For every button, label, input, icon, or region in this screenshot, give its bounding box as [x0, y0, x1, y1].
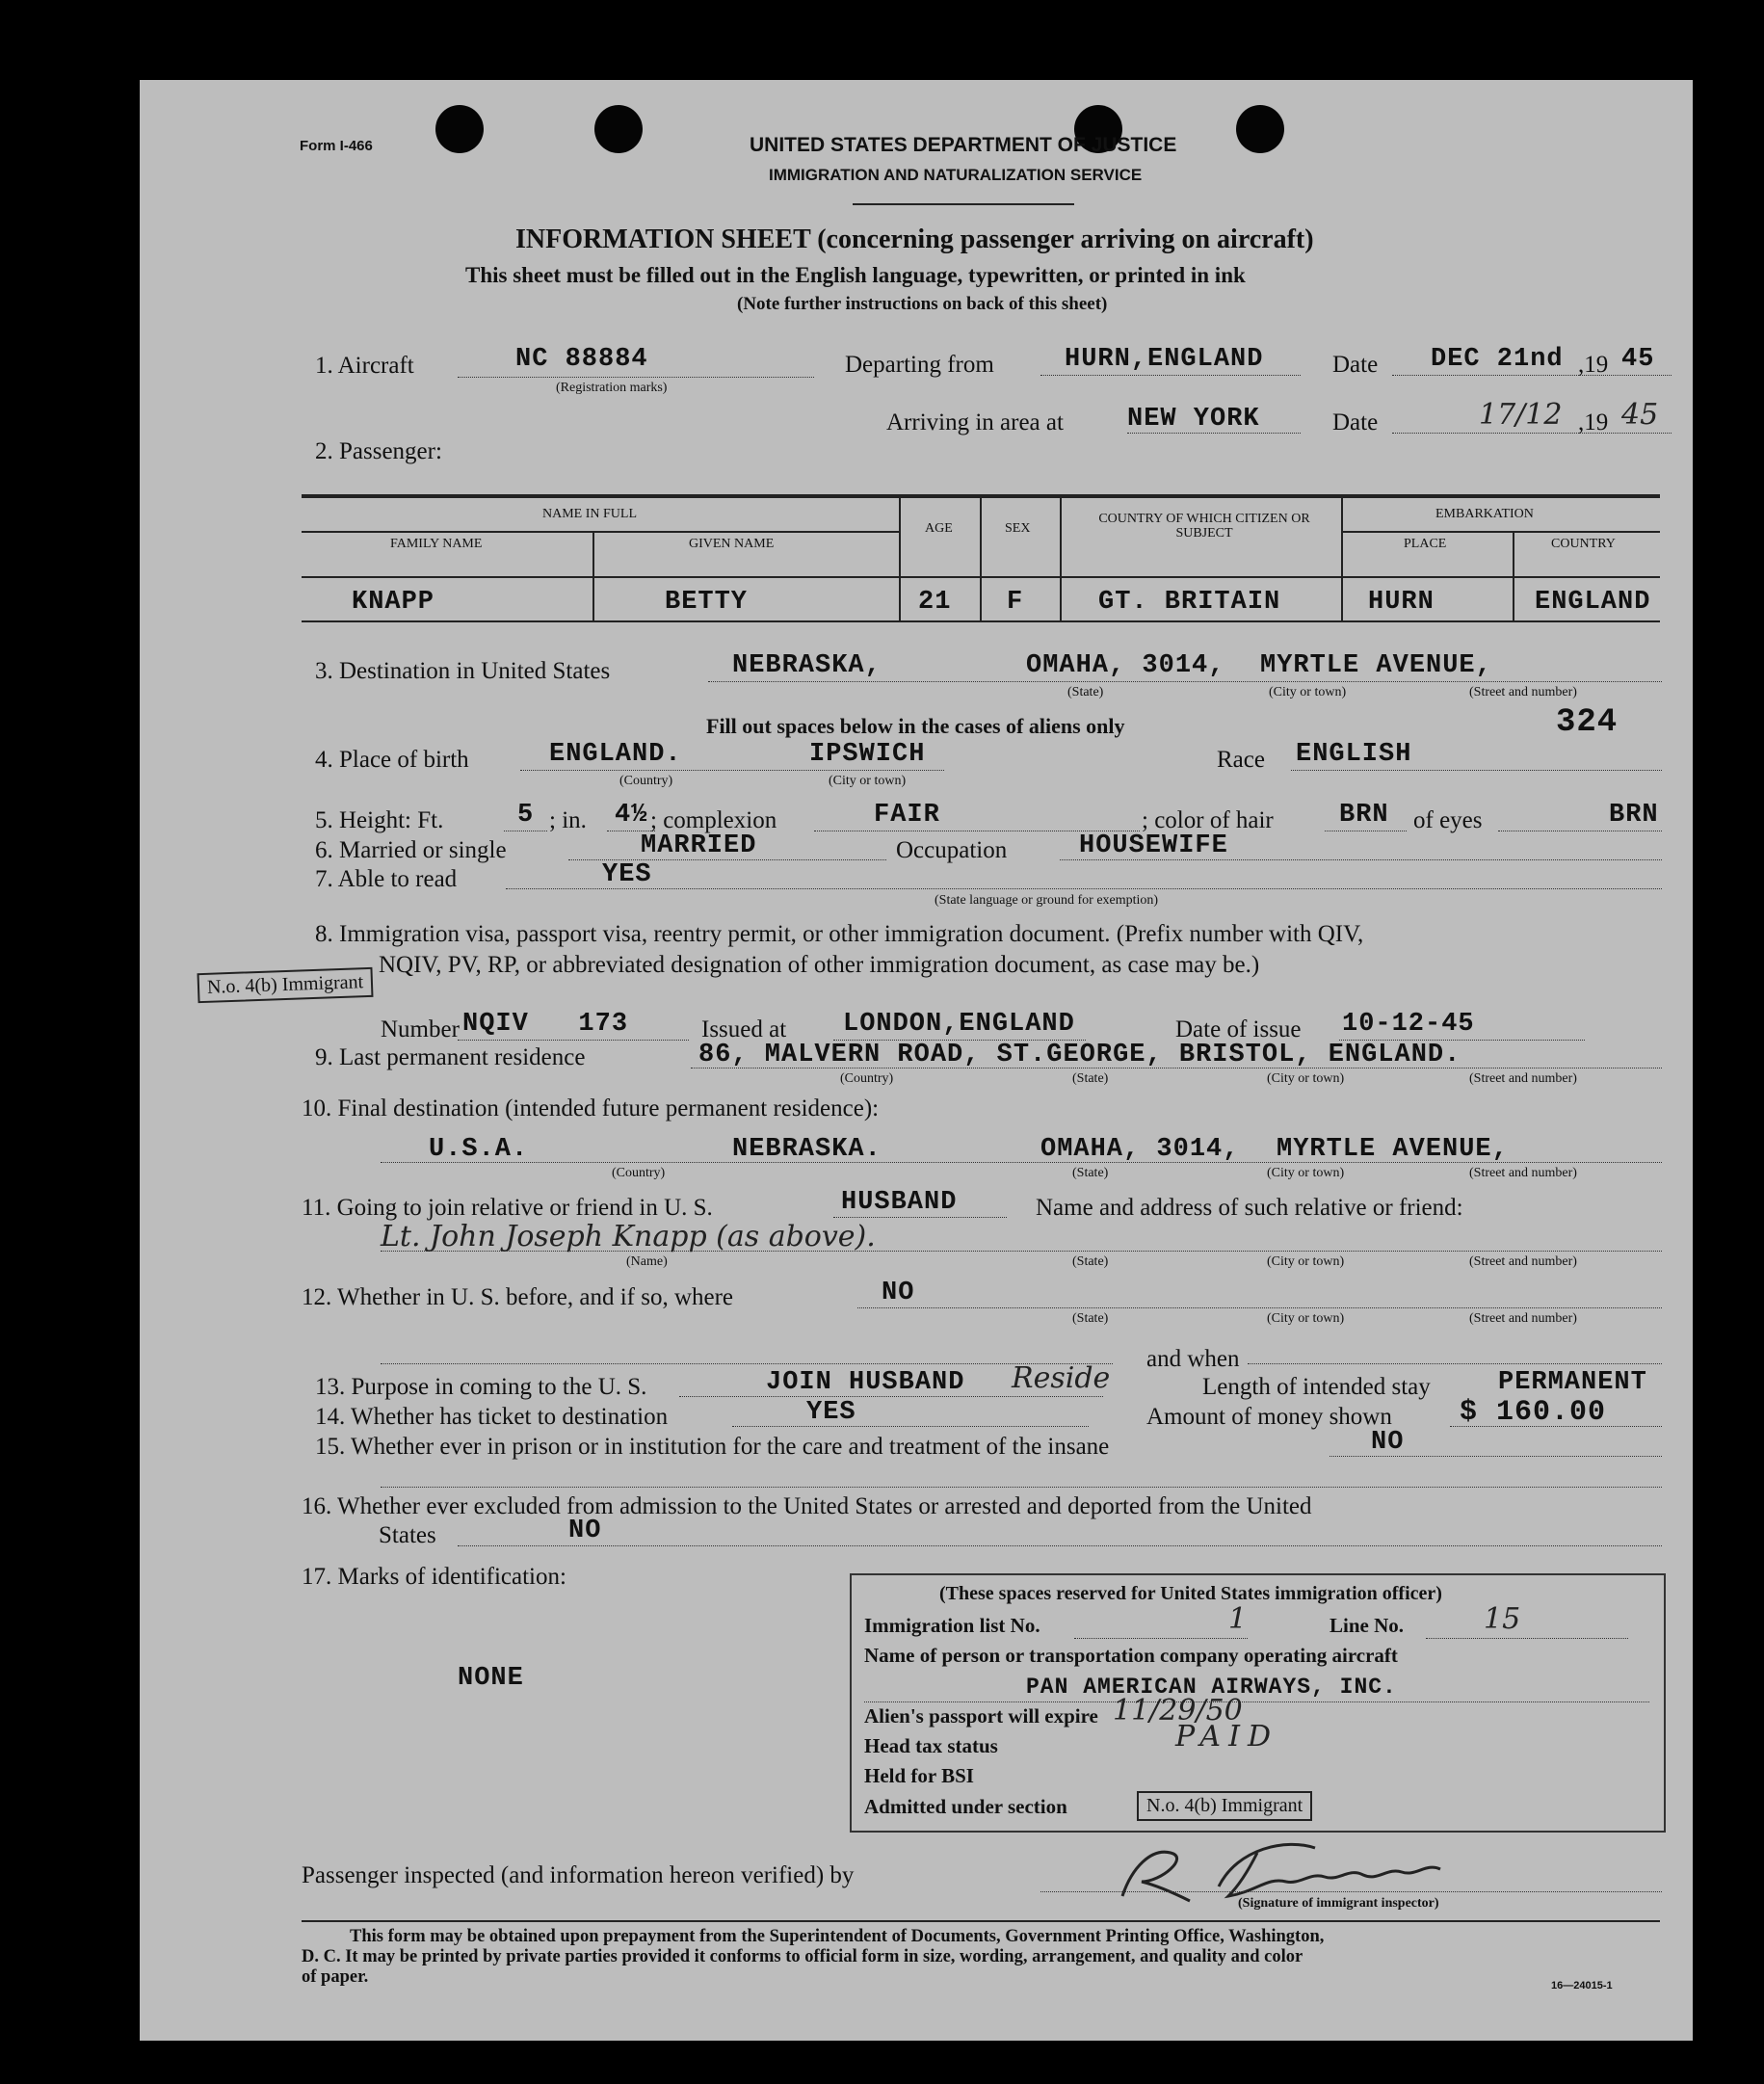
date2-line — [1392, 433, 1672, 434]
document-text1: 8. Immigration visa, passport visa, reentry permit, or other immigration document. (Prefix number with QIV, — [315, 921, 1364, 947]
before-label: 12. Whether in U. S. before, and if so, where — [302, 1284, 734, 1310]
final-country: U.S.A. — [429, 1135, 529, 1164]
excluded-text1: 16. Whether ever excluded from admission to the United States or arrested and deported from the United — [302, 1493, 1312, 1519]
final-line — [381, 1162, 1662, 1163]
cap-res-state: (State) — [1072, 1071, 1109, 1086]
instruction-note: (Note further instructions on back of this sheet) — [737, 294, 1108, 314]
visa-number: NQIV 173 — [462, 1010, 629, 1039]
eyes-label: of eyes — [1413, 807, 1483, 833]
given-name-value: BETTY — [665, 588, 749, 617]
birth-city: IPSWICH — [809, 740, 926, 769]
inspector-signature — [1093, 1829, 1498, 1906]
number-line — [458, 1040, 689, 1041]
departure-date: DEC 21nd — [1431, 345, 1564, 374]
destination-label: 3. Destination in United States — [315, 658, 611, 684]
and-when-line — [1248, 1363, 1662, 1364]
purpose-handwritten: Reside — [1012, 1361, 1111, 1395]
occupation-line — [1060, 859, 1662, 860]
race-value: ENGLISH — [1296, 740, 1412, 769]
cap-before-city: (City or town) — [1267, 1311, 1345, 1326]
expire-value: 11/29/50 — [1113, 1694, 1243, 1728]
header-rule — [853, 203, 1074, 205]
table-col-div — [1513, 531, 1514, 620]
relative-name-handwritten: Lt. John Joseph Knapp (as above). — [381, 1220, 876, 1253]
ticket-label: 14. Whether has ticket to destination — [315, 1404, 669, 1430]
instruction-line: This sheet must be filled out in the English language, typewritten, or printed in ink — [465, 263, 1246, 287]
form-number: Form I-466 — [300, 138, 373, 154]
cap-birth-city: (City or town) — [829, 774, 907, 788]
birthplace-line — [520, 770, 944, 771]
punch-hole — [1236, 105, 1284, 153]
residence-label: 9. Last permanent residence — [315, 1044, 586, 1070]
departing-label: Departing from — [845, 352, 994, 378]
race-line — [1291, 770, 1662, 771]
tax-label: Head tax status — [864, 1734, 998, 1757]
tax-value: PAID — [1175, 1720, 1278, 1754]
date-label: Date — [1332, 352, 1379, 378]
final-destination-label: 10. Final destination (intended future permanent residence): — [302, 1095, 880, 1121]
immigrant-stamp: N.o. 4(b) Immigrant — [197, 967, 374, 1003]
footer-text2: D. C. It may be printed by private parties provided it conforms to official form in size, wording, arrangement, and quality and color — [302, 1947, 1303, 1966]
bsi-label: Held for BSI — [864, 1764, 974, 1787]
read-line — [506, 888, 1662, 889]
length-label: Length of intended stay — [1202, 1374, 1431, 1400]
citizen-value: GT. BRITAIN — [1098, 588, 1281, 617]
residence-value: 86, MALVERN ROAD, ST.GEORGE, BRISTOL, ENGLAND. — [698, 1041, 1461, 1069]
table-col-div — [1060, 496, 1062, 620]
departure-year: 45 — [1621, 345, 1655, 374]
length-value: PERMANENT — [1498, 1368, 1647, 1397]
aircraft-label: 1. Aircraft — [315, 353, 414, 379]
marks-value: NONE — [458, 1664, 524, 1693]
cap-final-city: (City or town) — [1267, 1166, 1345, 1180]
document-text2: NQIV, PV, RP, or abbreviated designation of other immigration document, as case may be.) — [379, 952, 1260, 978]
name-sub-rule — [302, 531, 899, 533]
year-prefix: ,19 — [1578, 352, 1609, 378]
hair-value: BRN — [1339, 801, 1389, 830]
cap-birth-country: (Country) — [619, 774, 673, 788]
complexion-value: FAIR — [874, 801, 940, 830]
excluded-value: NO — [568, 1517, 602, 1545]
th-sex: SEX — [1005, 521, 1031, 536]
cap-res-country: (Country) — [840, 1071, 894, 1086]
purpose-line — [679, 1396, 1103, 1397]
cap-state: (State) — [1067, 685, 1104, 699]
department-name: UNITED STATES DEPARTMENT OF JUSTICE — [750, 134, 1177, 156]
officer-box-title: (These spaces reserved for United States immigration officer) — [939, 1583, 1442, 1604]
before-value: NO — [882, 1279, 915, 1307]
list-no-value: 1 — [1228, 1602, 1248, 1636]
issued-value: LONDON,ENGLAND — [843, 1010, 1075, 1039]
punch-hole — [594, 105, 643, 153]
arrival-year: 45 — [1621, 398, 1659, 432]
destination-street: MYRTLE AVENUE, — [1260, 651, 1492, 680]
cap-city: (City or town) — [1269, 685, 1347, 699]
marks-label: 17. Marks of identification: — [302, 1564, 566, 1590]
th-age: AGE — [925, 521, 953, 536]
th-citizen: COUNTRY OF WHICH CITIZEN OR SUBJECT — [1098, 512, 1310, 541]
cap-final-street: (Street and number) — [1469, 1166, 1577, 1180]
th-place: PLACE — [1404, 537, 1447, 551]
read-caption: (State language or ground for exemption) — [935, 893, 1159, 908]
race-label: Race — [1217, 747, 1265, 773]
page-title: INFORMATION SHEET (concerning passenger arriving on aircraft) — [515, 224, 1314, 254]
cap-res-street: (Street and number) — [1469, 1071, 1577, 1086]
occupation-label: Occupation — [896, 837, 1008, 863]
purpose-label: 13. Purpose in coming to the U. S. — [315, 1374, 647, 1400]
height-in-label: ; in. — [549, 807, 587, 833]
arrival-date-handwritten: 17/12 — [1479, 398, 1563, 432]
year2-prefix: ,19 — [1578, 409, 1609, 435]
footer-rule — [302, 1920, 1660, 1922]
expire-label: Alien's passport will expire — [864, 1704, 1098, 1728]
issue-date-value: 10-12-45 — [1342, 1010, 1475, 1039]
service-name: IMMIGRATION AND NATURALIZATION SERVICE — [769, 166, 1143, 184]
marital-label: 6. Married or single — [315, 837, 507, 863]
operator-label: Name of person or transportation company operating aircraft — [864, 1644, 1398, 1667]
marital-value: MARRIED — [641, 831, 757, 860]
number-label: Number — [381, 1016, 460, 1042]
destination-city: OMAHA, 3014, — [1026, 651, 1225, 680]
final-street: MYRTLE AVENUE, — [1277, 1135, 1509, 1164]
final-state: NEBRASKA. — [732, 1135, 882, 1164]
cap-before-street: (Street and number) — [1469, 1311, 1577, 1326]
table-col-div — [1341, 496, 1343, 620]
th-family-name: FAMILY NAME — [390, 537, 483, 551]
signature-line — [1040, 1891, 1662, 1892]
inspection-label: Passenger inspected (and information hereon verified) by — [302, 1862, 855, 1888]
issued-label: Issued at — [701, 1016, 787, 1042]
ticket-value: YES — [806, 1398, 856, 1427]
line-no-line — [1426, 1638, 1628, 1639]
cap-rel-state: (State) — [1072, 1254, 1109, 1269]
line-no-value: 15 — [1484, 1602, 1521, 1636]
departing-line — [1040, 375, 1301, 376]
age-value: 21 — [918, 588, 952, 617]
emb-country-value: ENGLAND — [1535, 588, 1651, 617]
destination-state: NEBRASKA, — [732, 651, 882, 680]
admitted-label: Admitted under section — [864, 1795, 1067, 1818]
admitted-stamp: N.o. 4(b) Immigrant — [1137, 1791, 1312, 1821]
money-value: $ 160.00 — [1460, 1396, 1607, 1429]
footer-text1: This form may be obtained upon prepayment from the Superintendent of Documents, Government Printing Office, Washington, — [350, 1927, 1325, 1946]
cap-rel-street: (Street and number) — [1469, 1254, 1577, 1269]
before-line2 — [381, 1363, 1113, 1364]
height-ft: 5 — [517, 801, 535, 830]
destination-line — [708, 681, 1662, 682]
complexion-label: ; complexion — [650, 807, 777, 833]
registration-caption: (Registration marks) — [556, 381, 668, 395]
th-country: COUNTRY — [1551, 537, 1616, 551]
relative-line — [381, 1251, 1662, 1252]
excluded-line — [458, 1545, 1662, 1546]
operator-value: PAN AMERICAN AIRWAYS, INC. — [1026, 1675, 1397, 1700]
sex-value: F — [1007, 588, 1024, 617]
footer-code: 16—24015-1 — [1551, 1980, 1613, 1992]
arriving-line — [1127, 433, 1301, 434]
cap-final-country: (Country) — [612, 1166, 666, 1180]
read-label: 7. Able to read — [315, 866, 458, 892]
th-given-name: GIVEN NAME — [689, 537, 775, 551]
signature-caption: (Signature of immigrant inspector) — [1238, 1896, 1439, 1911]
height-in: 4½ — [615, 801, 648, 830]
line-label: Line No. — [1330, 1614, 1405, 1637]
join-label: 11. Going to join relative or friend in U. S. — [302, 1195, 713, 1221]
cap-street: (Street and number) — [1469, 685, 1577, 699]
prison-line2 — [381, 1487, 1662, 1488]
departing-value: HURN,ENGLAND — [1065, 345, 1264, 374]
cap-rel-city: (City or town) — [1267, 1254, 1345, 1269]
prison-value: NO — [1371, 1428, 1405, 1457]
relative-name-label: Name and address of such relative or friend: — [1036, 1195, 1463, 1221]
operator-line — [864, 1701, 1649, 1702]
table-bottom-rule — [302, 620, 1660, 622]
table-col-div — [899, 496, 901, 620]
date2-label: Date — [1332, 409, 1379, 435]
eyes-value: BRN — [1609, 801, 1659, 830]
cap-final-state: (State) — [1072, 1166, 1109, 1180]
before-line — [857, 1307, 1662, 1308]
table-col-div — [592, 531, 594, 620]
money-line — [1450, 1426, 1662, 1427]
cap-before-state: (State) — [1072, 1311, 1109, 1326]
list-line — [1074, 1638, 1248, 1639]
emb-sub-rule — [1341, 531, 1660, 533]
prison-label: 15. Whether ever in prison or in institution for the care and treatment of the insane — [315, 1434, 1110, 1460]
prison-line — [1330, 1456, 1662, 1457]
birthplace-label: 4. Place of birth — [315, 747, 469, 773]
read-value: YES — [602, 860, 652, 889]
reference-number: 324 — [1556, 704, 1619, 741]
ticket-line — [732, 1426, 1089, 1427]
punch-hole — [435, 105, 484, 153]
excluded-text2: States — [379, 1522, 436, 1548]
money-label: Amount of money shown — [1146, 1404, 1392, 1430]
hair-label: ; color of hair — [1142, 807, 1274, 833]
issue-date-label: Date of issue — [1175, 1016, 1302, 1042]
arriving-label: Arriving in area at — [886, 409, 1064, 435]
join-value: HUSBAND — [841, 1188, 958, 1217]
form-sheet — [140, 80, 1693, 2041]
birth-country: ENGLAND. — [549, 740, 682, 769]
family-name-value: KNAPP — [352, 588, 435, 617]
cap-res-city: (City or town) — [1267, 1071, 1345, 1086]
passenger-label: 2. Passenger: — [315, 438, 442, 464]
list-label: Immigration list No. — [864, 1614, 1040, 1637]
aliens-note: Fill out spaces below in the cases of aliens only — [706, 714, 1125, 738]
date-line — [1392, 375, 1672, 376]
purpose-value: JOIN HUSBAND — [766, 1368, 965, 1397]
th-name-in-full: NAME IN FULL — [542, 507, 637, 521]
arriving-value: NEW YORK — [1127, 405, 1260, 434]
join-line — [833, 1217, 1007, 1218]
footer-text3: of paper. — [302, 1967, 369, 1987]
th-embarkation: EMBARKATION — [1435, 507, 1534, 521]
aircraft-registration: NC 88884 — [515, 345, 648, 374]
final-city: OMAHA, 3014, — [1040, 1135, 1240, 1164]
table-col-div — [980, 496, 982, 620]
aircraft-line — [458, 377, 814, 378]
height-label: 5. Height: Ft. — [315, 807, 444, 833]
and-when-label: and when — [1146, 1346, 1240, 1372]
occupation-value: HOUSEWIFE — [1079, 831, 1228, 860]
emb-place-value: HURN — [1368, 588, 1435, 617]
cap-rel-name: (Name) — [626, 1254, 668, 1269]
